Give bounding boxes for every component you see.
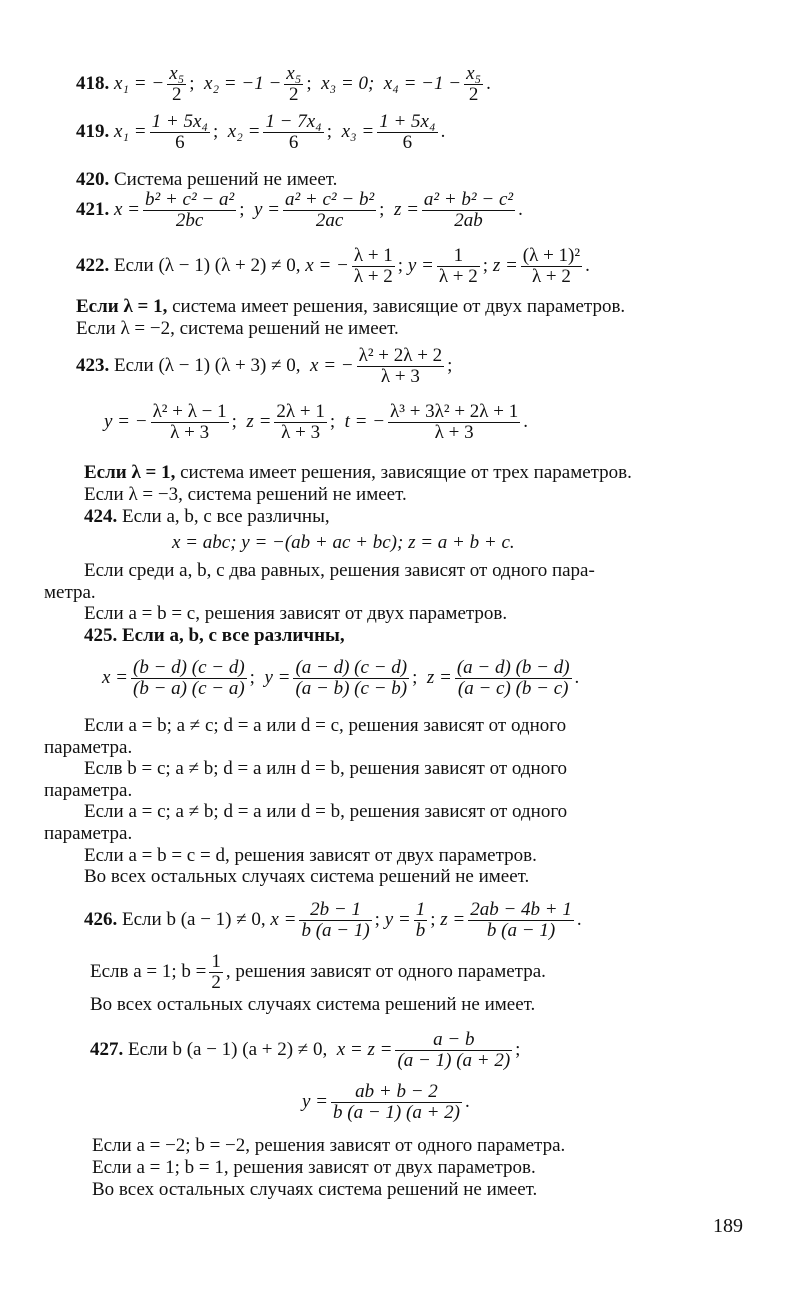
problem-number: 424. bbox=[84, 506, 118, 527]
text-line: Если среди a, b, c два равных, решения зависят от одного пара- bbox=[84, 560, 595, 581]
problem-number: 419. bbox=[76, 120, 110, 142]
fraction: $\frac{\text{x₅}}{2}$ bbox=[466, 63, 482, 105]
problem-number: 427. bbox=[90, 1038, 124, 1060]
problem-425: 425. Если a, b, c все различны, bbox=[84, 625, 345, 646]
text-line: Если λ = −2, система решений не имеет. bbox=[76, 318, 399, 339]
problem-424: 424. Если a, b, c все различны, bbox=[84, 506, 330, 527]
text-line: Еслв b = c; a ≠ b; d = a илн d = b, решения зависят от одного bbox=[84, 758, 568, 779]
problem-420: 420. Система решений не имеет. bbox=[76, 169, 338, 190]
fraction: $\frac{(b - d) (c - d)}{(b - a) (c - a)}$ bbox=[133, 657, 245, 699]
formula: x = abc; y = −(ab + ac + bc); z = a + b + c. bbox=[172, 532, 515, 553]
fraction: $\frac{a - b}{(a - 1) (a + 2)}$ bbox=[397, 1029, 511, 1071]
fraction: $\frac{\text{1 + 5x₄}}{6}$ bbox=[151, 111, 208, 153]
problem-423: 423. Если (λ − 1) (λ + 3) ≠ 0, x = − $\frac{\text{λ² + 2λ + 2}}{\lambda + 3}$ ; bbox=[76, 345, 453, 387]
fraction: $\frac{(a - d) (b - d)}{(a - c) (b - c)}$ bbox=[456, 657, 570, 699]
fraction: $\frac{\text{λ² + 2λ + 2}}{\lambda + 3}$ bbox=[358, 345, 443, 387]
problem-number: 421. bbox=[76, 198, 110, 220]
problem-425-formula: x = $\frac{(b - d) (c - d)}{(b - a) (c - a)}$ ; y = $\frac{(a - d) (c - d)}{(a - b) (c - b)}$ ; z = $\frac{(a - d) (b - d)}{(a - c) (b - c)}$ . bbox=[102, 657, 580, 699]
text-line: Если a = b; a ≠ c; d = a или d = c, решения зависят от одного bbox=[84, 715, 567, 736]
text-line: метра. bbox=[44, 582, 96, 603]
text-line: Если a = c; a ≠ b; d = a или d = b, решения зависят от одного bbox=[84, 801, 568, 822]
problem-427-line-2: y = $\frac{ab + b - 2}{b (a - 1) (a + 2)}$ . bbox=[302, 1081, 470, 1123]
fraction: $\frac{\text{1 + 5x₄}}{6}$ bbox=[379, 111, 436, 153]
text-line: параметра. bbox=[44, 780, 133, 801]
fraction: $\frac{\text{b² + c² − a²}}{2bc}$ bbox=[145, 189, 235, 231]
text-line: Во всех остальных случаях система решений не имеет. bbox=[84, 866, 530, 887]
problem-number: 425. bbox=[84, 625, 118, 646]
fraction: $\frac{ab + b - 2}{b (a - 1) (a + 2)}$ bbox=[333, 1081, 460, 1123]
text-line: Во всех остальных случаях система решений не имеет. bbox=[90, 994, 536, 1015]
fraction: $\frac{2b - 1}{b (a - 1)}$ bbox=[301, 899, 370, 941]
problem-423-line-2: y = − $\frac{\text{λ² + λ − 1}}{\lambda + 3}$ ; z = $\frac{2\lambda + 1}{\lambda + 3}$ ; t = − $\frac{\text{λ³ + 3λ² + 2λ + 1}}{\lambda + 3}$ . bbox=[104, 401, 528, 443]
fraction: $\frac{(a - d) (c - d)}{(a - b) (c - b)}$ bbox=[295, 657, 408, 699]
text-line: Во всех остальных случаях система решений не имеет. bbox=[92, 1179, 538, 1200]
fraction: $\frac{2ab - 4b + 1}{b (a - 1)}$ bbox=[470, 899, 572, 941]
text-line: Если λ = −3, система решений не имеет. bbox=[84, 484, 407, 505]
fraction: $\frac{2\lambda + 1}{\lambda + 3}$ bbox=[276, 401, 325, 443]
page-number: 189 bbox=[713, 1215, 743, 1237]
text-line: Если λ = 1, система имеет решения, зависящие от двух параметров. bbox=[76, 296, 626, 317]
fraction: $\frac{\text{a² + c² − b²}}{2ac}$ bbox=[284, 189, 375, 231]
fraction: $\frac{\text{λ³ + 3λ² + 2λ + 1}}{\lambda + 3}$ bbox=[390, 401, 519, 443]
problem-number: 426. bbox=[84, 908, 118, 930]
text-line: Если a = b = c = d, решения зависят от двух параметров. bbox=[84, 845, 537, 866]
text-line: параметра. bbox=[44, 737, 133, 758]
text-line: Если a = 1; b = 1, решения зависят от двух параметров. bbox=[92, 1157, 536, 1178]
text-line: Если a = −2; b = −2, решения зависят от одного параметра. bbox=[92, 1135, 566, 1156]
problem-426: 426. Если b (a − 1) ≠ 0, x = $\frac{2b - 1}{b (a - 1)}$ ; y = $\frac{1}{b}$ ; z = $\frac{2ab - 4b + 1}{b (a - 1)}$ . bbox=[84, 899, 582, 941]
problem-number: 423. bbox=[76, 354, 110, 376]
fraction: $\frac{\text{(λ + 1)²}}{\lambda + 2}$ bbox=[522, 245, 581, 287]
fraction: $\frac{\text{x₅}}{2}$ bbox=[169, 63, 185, 105]
problem-419: 419. x₁ = $\frac{\text{1 + 5x₄}}{6}$ ; x₂ = $\frac{\text{1 − 7x₄}}{6}$ ; x₃ = $\frac{\text{1 + 5x₄}}{6}$ . bbox=[76, 111, 446, 153]
problem-427: 427. Если b (a − 1) (a + 2) ≠ 0, x = z = $\frac{a - b}{(a - 1) (a + 2)}$ ; bbox=[90, 1029, 521, 1071]
fraction: $\frac{\text{x₅}}{2}$ bbox=[286, 63, 302, 105]
text-line: Если a = b = c, решения зависят от двух параметров. bbox=[84, 603, 508, 624]
fraction: $\frac{1}{2}$ bbox=[211, 951, 221, 993]
problem-422: 422. Если (λ − 1) (λ + 2) ≠ 0, x = − $\frac{\lambda + 1}{\lambda + 2}$ ; y = $\frac{1}{\lambda + 2}$ ; z = $\frac{\text{(λ + 1)²}}{\lambda + 2}$ . bbox=[76, 245, 590, 287]
problem-426-line-2: Еслв a = 1; b = $\frac{1}{2}$ , решения зависят от одного параметра. bbox=[90, 951, 546, 993]
problem-418: 418. x₁ = − $\frac{\text{x₅}}{2}$ ; x₂ = −1 − $\frac{\text{x₅}}{2}$ ; x₃ = 0; x₄ = −1 − $\frac{\text{x₅}}{2}$ . bbox=[76, 63, 491, 105]
problem-number: 418. bbox=[76, 72, 110, 94]
fraction: $\frac{\lambda + 1}{\lambda + 2}$ bbox=[353, 245, 393, 287]
fraction: $\frac{\text{a² + b² − c²}}{2ab}$ bbox=[423, 189, 514, 231]
fraction: $\frac{\text{λ² + λ − 1}}{\lambda + 3}$ bbox=[152, 401, 227, 443]
problem-number: 422. bbox=[76, 254, 110, 276]
fraction: $\frac{1}{b}$ bbox=[415, 899, 426, 941]
fraction: $\frac{\text{1 − 7x₄}}{6}$ bbox=[265, 111, 322, 153]
text-line: параметра. bbox=[44, 823, 133, 844]
text-line: Если λ = 1, система имеет решения, зависящие от трех параметров. bbox=[84, 462, 632, 483]
fraction: $\frac{1}{\lambda + 2}$ bbox=[438, 245, 478, 287]
problem-number: 420. bbox=[76, 169, 110, 190]
problem-421: 421. x = $\frac{\text{b² + c² − a²}}{2bc}$ ; y = $\frac{\text{a² + c² − b²}}{2ac}$ ; z = $\frac{\text{a² + b² − c²}}{2ab}$ . bbox=[76, 189, 523, 231]
